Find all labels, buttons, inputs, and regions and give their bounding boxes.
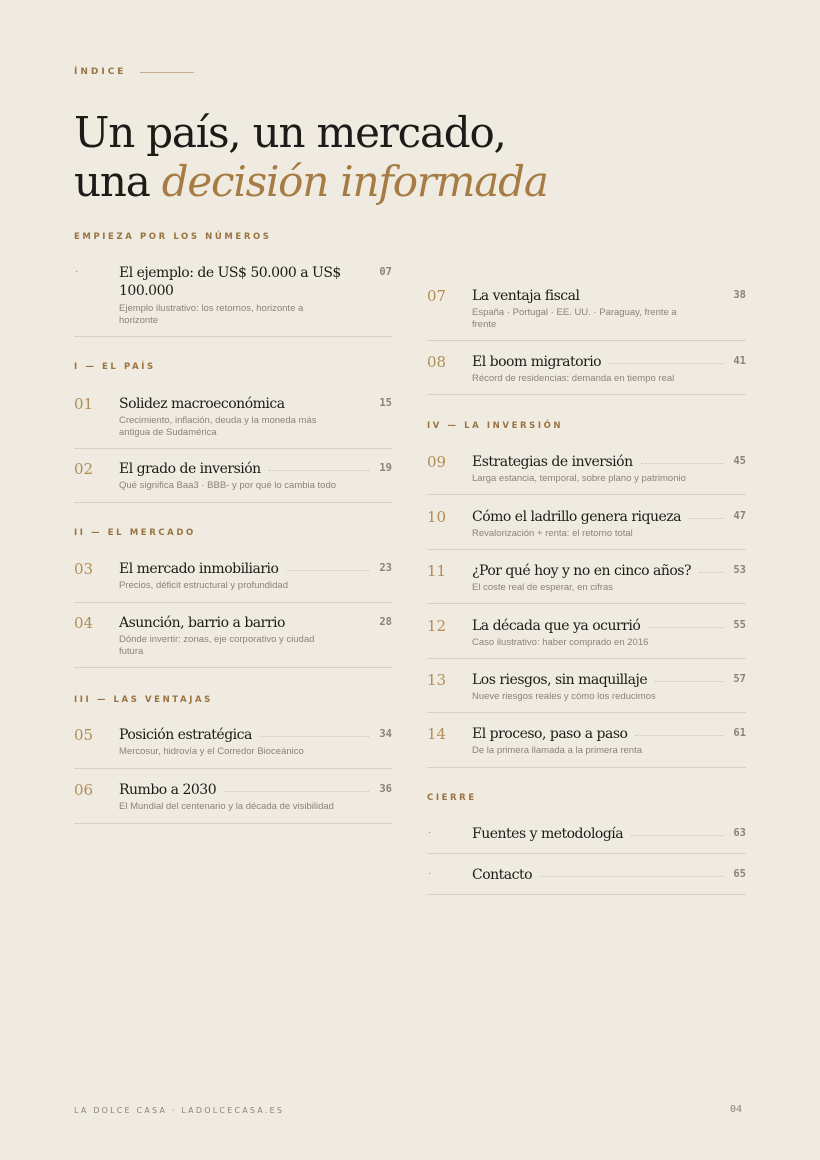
entry-title: La década que ya ocurrió: [472, 618, 641, 634]
toc-entry-14[interactable]: [427, 725, 746, 768]
toc-entry-03[interactable]: [74, 560, 392, 603]
toc-entry-12[interactable]: [427, 617, 746, 659]
entry-number: 12: [427, 617, 447, 635]
entry-number: 08: [427, 353, 447, 371]
toc-entry-06[interactable]: [74, 781, 392, 824]
entry-description: Crecimiento, inflación, deuda y la moneda más antigua de Sudamérica: [119, 415, 317, 438]
entry-number: 13: [427, 671, 447, 689]
entry-title: Cómo el ladrillo genera riqueza: [472, 509, 681, 525]
entry-marker: ·: [428, 827, 432, 838]
entry-description: Revalorización + renta: el retorno total: [472, 528, 633, 539]
entry-description: Ejemplo ilustrativo: los retornos, horizonte a horizonte: [119, 303, 304, 326]
entry-title: Estrategias de inversión: [472, 454, 633, 470]
toc-entry-07[interactable]: [427, 287, 746, 341]
entry-description: Récord de residencias: demanda en tiempo real: [472, 373, 675, 384]
entry-page: 07: [379, 266, 392, 278]
section-label-inversion: IV — LA INVERSIÓN: [427, 421, 564, 431]
section-label-pais: I — EL PAÍS: [74, 362, 156, 372]
leader-dots: [286, 570, 369, 571]
leader-dots: [224, 791, 369, 792]
leader-dots: [648, 627, 723, 628]
entry-title: El grado de inversión: [119, 461, 261, 477]
entry-number: 01: [74, 395, 94, 413]
entry-title: La ventaja fiscal: [472, 288, 580, 304]
leader-dots: [655, 681, 723, 682]
entry-title: El proceso, paso a paso: [472, 726, 628, 742]
entry-title: Solidez macroeconómica: [119, 396, 285, 412]
entry-description: Mercosur, hidrovía y el Corredor Bioceánico: [119, 746, 304, 757]
leader-dots: [631, 835, 723, 836]
entry-description: Nueve riesgos reales y cómo los reducimos: [472, 691, 656, 702]
entry-description: Larga estancia, temporal, sobre plano y patrimonio: [472, 473, 686, 484]
entry-title: Los riesgos, sin maquillaje: [472, 672, 648, 688]
entry-page: 65: [733, 868, 746, 880]
leader-dots: [641, 463, 724, 464]
entry-title: Posición estratégica: [119, 727, 252, 743]
entry-title: El boom migratorio: [472, 354, 602, 370]
entry-title: Fuentes y metodología: [472, 826, 624, 842]
entry-description: Caso ilustrativo: haber comprado en 2016: [472, 637, 649, 648]
footer-brand: LA DOLCE CASA · LADOLCECASA.ES: [74, 1106, 285, 1115]
entry-title: Rumbo a 2030: [119, 782, 217, 798]
entry-page: 45: [733, 455, 746, 467]
entry-title: El mercado inmobiliario: [119, 561, 279, 577]
entry-title: Asunción, barrio a barrio: [119, 615, 285, 631]
entry-title: ¿Por qué hoy y no en cinco años?: [472, 563, 691, 579]
toc-entry-08[interactable]: [427, 353, 746, 395]
eyebrow-label: ÍNDICE: [74, 67, 127, 77]
entry-page: 41: [733, 355, 746, 367]
title-line-2-plain: una: [74, 157, 162, 206]
leader-dots: [689, 518, 723, 519]
entry-page: 19: [379, 462, 392, 474]
section-label-numbers: EMPIEZA POR LOS NÚMEROS: [74, 232, 272, 242]
section-label-ventajas: III — LAS VENTAJAS: [74, 695, 213, 705]
toc-entry-02[interactable]: [74, 460, 392, 503]
entry-page: 38: [733, 289, 746, 301]
index-eyebrow: [74, 67, 194, 77]
entry-description: De la primera llamada a la primera renta: [472, 745, 643, 756]
entry-number: 02: [74, 460, 94, 478]
page-title: [74, 108, 548, 206]
toc-entry-04[interactable]: [74, 614, 392, 668]
entry-description: El Mundial del centenario y la década de visibilidad: [119, 801, 334, 812]
toc-entry-09[interactable]: [427, 453, 746, 495]
entry-page: 61: [733, 727, 746, 739]
eyebrow-rule: [140, 72, 194, 73]
entry-description: España · Portugal · EE. UU. · Paraguay, frente a frente: [472, 307, 677, 330]
entry-number: 04: [74, 614, 94, 632]
toc-entry-fuentes[interactable]: [427, 825, 746, 854]
entry-page: 53: [733, 564, 746, 576]
toc-entry-01[interactable]: [74, 395, 392, 449]
entry-page: 36: [379, 783, 392, 795]
entry-page: 23: [379, 562, 392, 574]
entry-number: 11: [427, 562, 447, 580]
leader-dots: [609, 363, 723, 364]
entry-page: 57: [733, 673, 746, 685]
leader-dots: [540, 876, 723, 877]
entry-description: Precios, déficit estructural y profundidad: [119, 580, 288, 591]
entry-marker: ·: [428, 868, 432, 879]
toc-entry-contacto[interactable]: [427, 866, 746, 895]
footer-page-number: 04: [730, 1104, 743, 1115]
entry-page: 63: [733, 827, 746, 839]
entry-title: Contacto: [472, 867, 533, 883]
title-line-2-accent: decisión informada: [161, 157, 548, 206]
entry-number: 14: [427, 725, 447, 743]
entry-description: El coste real de esperar, en cifras: [472, 582, 613, 593]
toc-entry-ejemplo[interactable]: [74, 264, 392, 337]
entry-number: 05: [74, 726, 94, 744]
entry-page: 34: [379, 728, 392, 740]
entry-page: 28: [379, 616, 392, 628]
entry-description: Qué significa Baa3 · BBB- y por qué lo cambia todo: [119, 480, 337, 491]
entry-description: Dónde invertir: zonas, eje corporativo y ciudad futura: [119, 634, 315, 657]
section-label-mercado: II — EL MERCADO: [74, 528, 196, 538]
toc-entry-13[interactable]: [427, 671, 746, 713]
section-label-cierre: CIERRE: [427, 793, 477, 803]
entry-page: 55: [733, 619, 746, 631]
leader-dots: [635, 735, 723, 736]
entry-number: 06: [74, 781, 94, 799]
leader-dots: [260, 736, 370, 737]
entry-title: El ejemplo: de US$ 50.000 a US$ 100.000: [119, 265, 341, 299]
toc-entry-11[interactable]: [427, 562, 746, 604]
entry-page: 47: [733, 510, 746, 522]
title-line-1: Un país, un mercado,: [74, 108, 506, 157]
entry-number: 03: [74, 560, 94, 578]
toc-entry-10[interactable]: [427, 508, 746, 550]
toc-entry-05[interactable]: [74, 726, 392, 769]
entry-number: 07: [427, 287, 447, 305]
entry-page: 15: [379, 397, 392, 409]
leader-dots: [269, 470, 370, 471]
entry-number: 10: [427, 508, 447, 526]
entry-number: 09: [427, 453, 447, 471]
entry-marker: ·: [75, 266, 79, 277]
leader-dots: [699, 572, 723, 573]
